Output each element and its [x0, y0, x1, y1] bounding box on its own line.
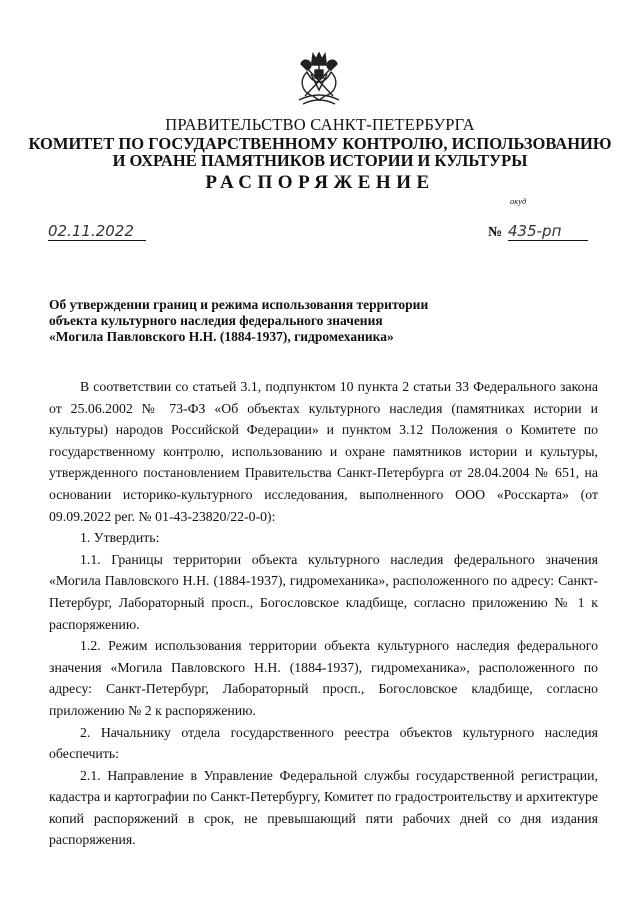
clause-1-2: 1.2. Режим использования территории объекта культурного наследия федерального значения «Могила Павловского Н.Н. (1884-1937), гидромеханика», расположенного по адресу: Санкт-Петербург, Лабораторный просп., Богословское кладбище, согласно приложению № 2 к распоряжению.: [49, 638, 598, 718]
clause-2: 2. Начальнику отдела государственного реестра объектов культурного наследия обеспечить:: [49, 724, 598, 762]
subject-line: Об утверждении границ и режима использования территории: [49, 297, 429, 312]
committee-title-line2: И ОХРАНЕ ПАМЯТНИКОВ ИСТОРИИ И КУЛЬТУРЫ: [112, 151, 528, 170]
document-number: 435-рп: [508, 222, 562, 240]
clause-1: 1. Утвердить:: [80, 530, 160, 546]
document-subject: [49, 297, 479, 345]
number-underline: [508, 222, 588, 241]
st-petersburg-coat-of-arms-icon: [293, 50, 345, 108]
document-type-title: РАСПОРЯЖЕНИЕ: [205, 172, 435, 193]
document-body: [49, 376, 598, 851]
number-sign: №: [488, 225, 503, 240]
clause-1-1: 1.1. Границы территории объекта культурного наследия федерального значения «Могила Павловского Н.Н. (1884-1937), гидромеханика», расположенного по адресу: Санкт-Петербург, Лабораторный просп., Богословское кладбище, согласно приложению № 1 к распоряжению.: [49, 551, 598, 632]
committee-title-line1: КОМИТЕТ ПО ГОСУДАРСТВЕННОМУ КОНТРОЛЮ, ИСПОЛЬЗОВАНИЮ: [28, 134, 612, 153]
document-date: 02.11.2022: [48, 222, 134, 240]
subject-line: «Могила Павловского Н.Н. (1884-1937), гидромеханика»: [49, 329, 394, 344]
document-date-field: [48, 222, 146, 241]
okud-label: окуд: [510, 196, 527, 206]
government-title: ПРАВИТЕЛЬСТВО САНКТ-ПЕТЕРБУРГА: [165, 115, 475, 134]
intro-paragraph: В соответствии со статьей 3.1, подпунктом 10 пункта 2 статьи 33 Федерального закона от 25.06.2002 № 73-ФЗ «Об объектах культурного наследия (памятниках истории и культуры) народов Российской Федерации» и пунктом 3.12 Положения о Комитете по государственному контролю, использованию и охране памятников истории и культуры, утвержденного постановлением Правительства Санкт-Петербурга от 28.04.2004 № 651, на основании историко-культурного исследования, выполненного ООО «Росскарта» (от 09.09.2022 рег. № 01-43-23820/22-0-0):: [49, 379, 598, 524]
clause-2-1: 2.1. Направление в Управление Федеральной службы государственной регистрации, кадастра и картографии по Санкт-Петербургу, Комитет по градостроительству и архитектуре копий распоряжений в срок, не превышающий пяти рабочих дней со дня издания распоряжения.: [49, 767, 598, 848]
subject-line: объекта культурного наследия федерального значения: [49, 313, 383, 328]
